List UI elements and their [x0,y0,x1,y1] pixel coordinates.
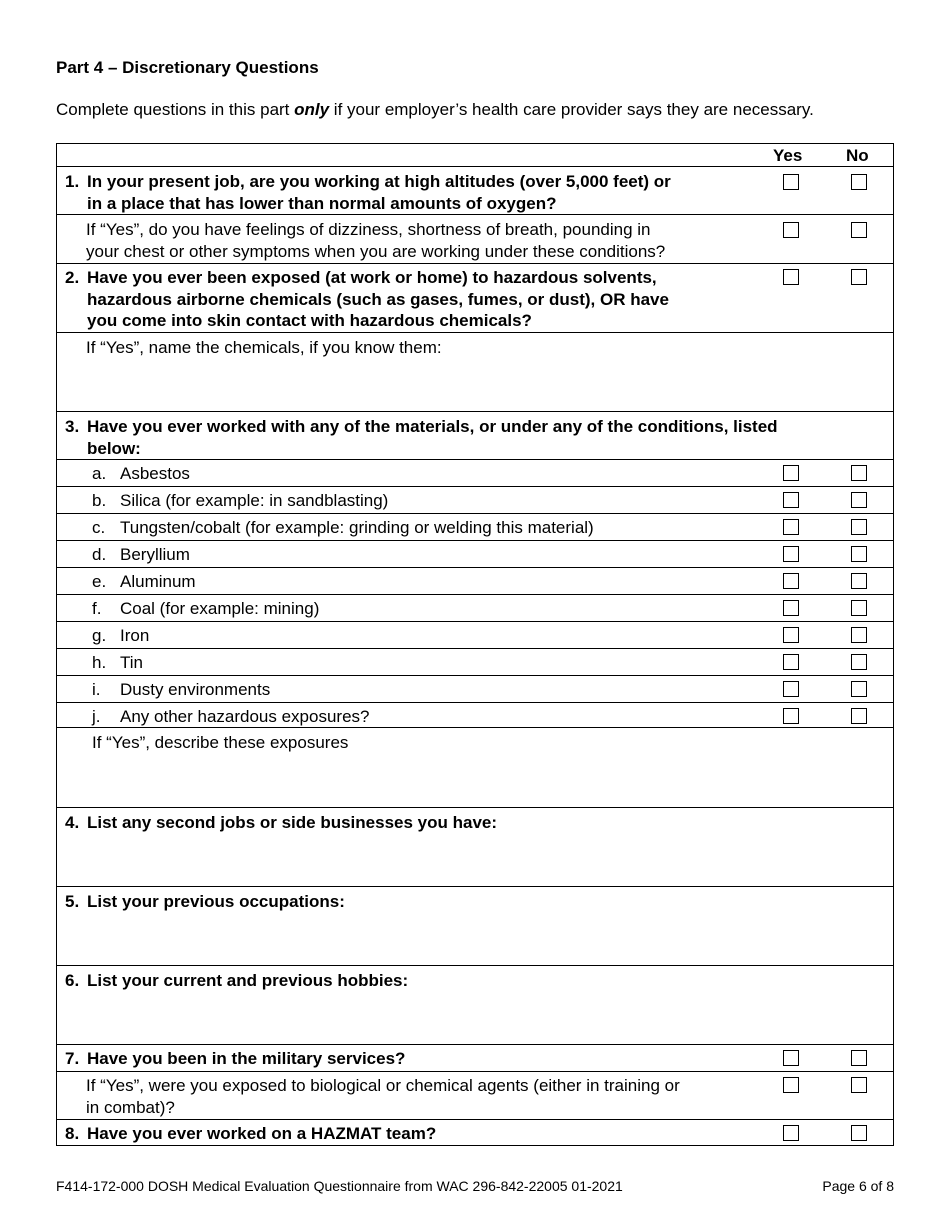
q3c-yes-checkbox[interactable] [783,519,799,535]
q3-item-j-row [57,702,893,727]
q3-item-h-row [57,648,893,675]
q7-yes-checkbox[interactable] [783,1050,799,1066]
q3-item-a-text: a. Asbestos [92,464,190,483]
q3g-no-checkbox[interactable] [851,627,867,643]
question-1-followup-text: If “Yes”, do you have feelings of dizziness, shortness of breath, pounding in your chest or other symptoms when you are working under these conditions? [86,220,666,261]
q8-yes-checkbox[interactable] [783,1125,799,1141]
question-2-row [57,263,893,332]
question-1-text: 1. In your present job, are you working at high altitudes (over 5,000 feet) or in a place that has lower than normal amounts of oxygen? [65,172,671,213]
intro-emphasis: only [294,100,330,119]
q3-item-i-text: i. Dusty environments [92,680,271,699]
question-5-row [57,886,893,965]
question-7-row [57,1044,893,1071]
table-header-row [57,144,893,166]
question-4-row [57,807,893,886]
q3-item-b-row [57,486,893,513]
q2-yes-checkbox[interactable] [783,269,799,285]
q3-item-h-text: h. Tin [92,653,143,672]
question-7-followup-row [57,1071,893,1119]
q3-item-e-row [57,567,893,594]
q3-item-d-row [57,540,893,567]
q1-followup-yes-checkbox[interactable] [783,222,799,238]
q3d-yes-checkbox[interactable] [783,546,799,562]
q3-item-j-text: j. Any other hazardous exposures? [92,707,370,726]
q7-followup-no-checkbox[interactable] [851,1077,867,1093]
q3h-no-checkbox[interactable] [851,654,867,670]
footer-form-id: F414-172-000 DOSH Medical Evaluation Questionnaire from WAC 296-842-22005 01-2021 [56,1178,623,1194]
q3e-no-checkbox[interactable] [851,573,867,589]
question-3-followup-text: If “Yes”, describe these exposures [92,733,349,752]
q3-item-c-text: c. Tungsten/cobalt (for example: grinding or welding this material) [92,518,594,537]
q2-no-checkbox[interactable] [851,269,867,285]
q3i-yes-checkbox[interactable] [783,681,799,697]
q3-item-c-row [57,513,893,540]
question-8-text: 8. Have you ever worked on a HAZMAT team? [65,1124,437,1143]
intro-after: if your employer’s health care provider says they are necessary. [329,100,814,119]
q3i-no-checkbox[interactable] [851,681,867,697]
question-3-text: 3. Have you ever worked with any of the materials, or under any of the conditions, listed below: [65,417,778,458]
q3-item-b-text: b. Silica (for example: in sandblasting) [92,491,389,510]
yes-column-header: Yes [773,146,803,165]
q1-yes-checkbox[interactable] [783,174,799,190]
q3-item-a-row [57,459,893,486]
question-3-followup-row [57,727,893,807]
q3h-yes-checkbox[interactable] [783,654,799,670]
part-title: Part 4 – Discretionary Questions [56,58,319,77]
q7-followup-yes-checkbox[interactable] [783,1077,799,1093]
q3-item-f-row [57,594,893,621]
questions-table [56,143,894,1146]
question-1-followup-row [57,214,893,263]
q3d-no-checkbox[interactable] [851,546,867,562]
q3a-no-checkbox[interactable] [851,465,867,481]
q3-item-e-text: e. Aluminum [92,572,196,591]
q3-item-i-row [57,675,893,702]
question-8-row [57,1119,893,1145]
q3j-yes-checkbox[interactable] [783,708,799,724]
question-3-row [57,411,893,459]
question-2-followup-row [57,332,893,411]
q3c-no-checkbox[interactable] [851,519,867,535]
q1-followup-no-checkbox[interactable] [851,222,867,238]
no-column-header: No [846,146,869,165]
question-6-text: 6. List your current and previous hobbies: [65,971,409,990]
q3f-yes-checkbox[interactable] [783,600,799,616]
q3f-no-checkbox[interactable] [851,600,867,616]
question-6-row [57,965,893,1044]
q3a-yes-checkbox[interactable] [783,465,799,481]
q3-item-g-row [57,621,893,648]
q3j-no-checkbox[interactable] [851,708,867,724]
question-2-text: 2. Have you ever been exposed (at work or home) to hazardous solvents, hazardous airborne chemicals (such as gases, fumes, or dust), OR have you come into skin contact with hazardous chemicals? [65,268,669,330]
q3g-yes-checkbox[interactable] [783,627,799,643]
q3e-yes-checkbox[interactable] [783,573,799,589]
q3b-yes-checkbox[interactable] [783,492,799,508]
q3-item-g-text: g. Iron [92,626,150,645]
q8-no-checkbox[interactable] [851,1125,867,1141]
q3-item-d-text: d. Beryllium [92,545,190,564]
q7-no-checkbox[interactable] [851,1050,867,1066]
question-1-row [57,166,893,214]
intro-text [56,100,814,120]
question-4-text: 4. List any second jobs or side businesses you have: [65,813,498,832]
q3-item-f-text: f. Coal (for example: mining) [92,599,320,618]
question-7-followup-text: If “Yes”, were you exposed to biological or chemical agents (either in training or in combat)? [86,1076,680,1117]
question-5-text: 5. List your previous occupations: [65,892,345,911]
footer-page-number: Page 6 of 8 [822,1178,894,1194]
question-7-text: 7. Have you been in the military services? [65,1049,406,1068]
q1-no-checkbox[interactable] [851,174,867,190]
q3b-no-checkbox[interactable] [851,492,867,508]
intro-before: Complete questions in this part [56,100,295,119]
question-2-followup-text: If “Yes”, name the chemicals, if you know them: [86,338,442,357]
